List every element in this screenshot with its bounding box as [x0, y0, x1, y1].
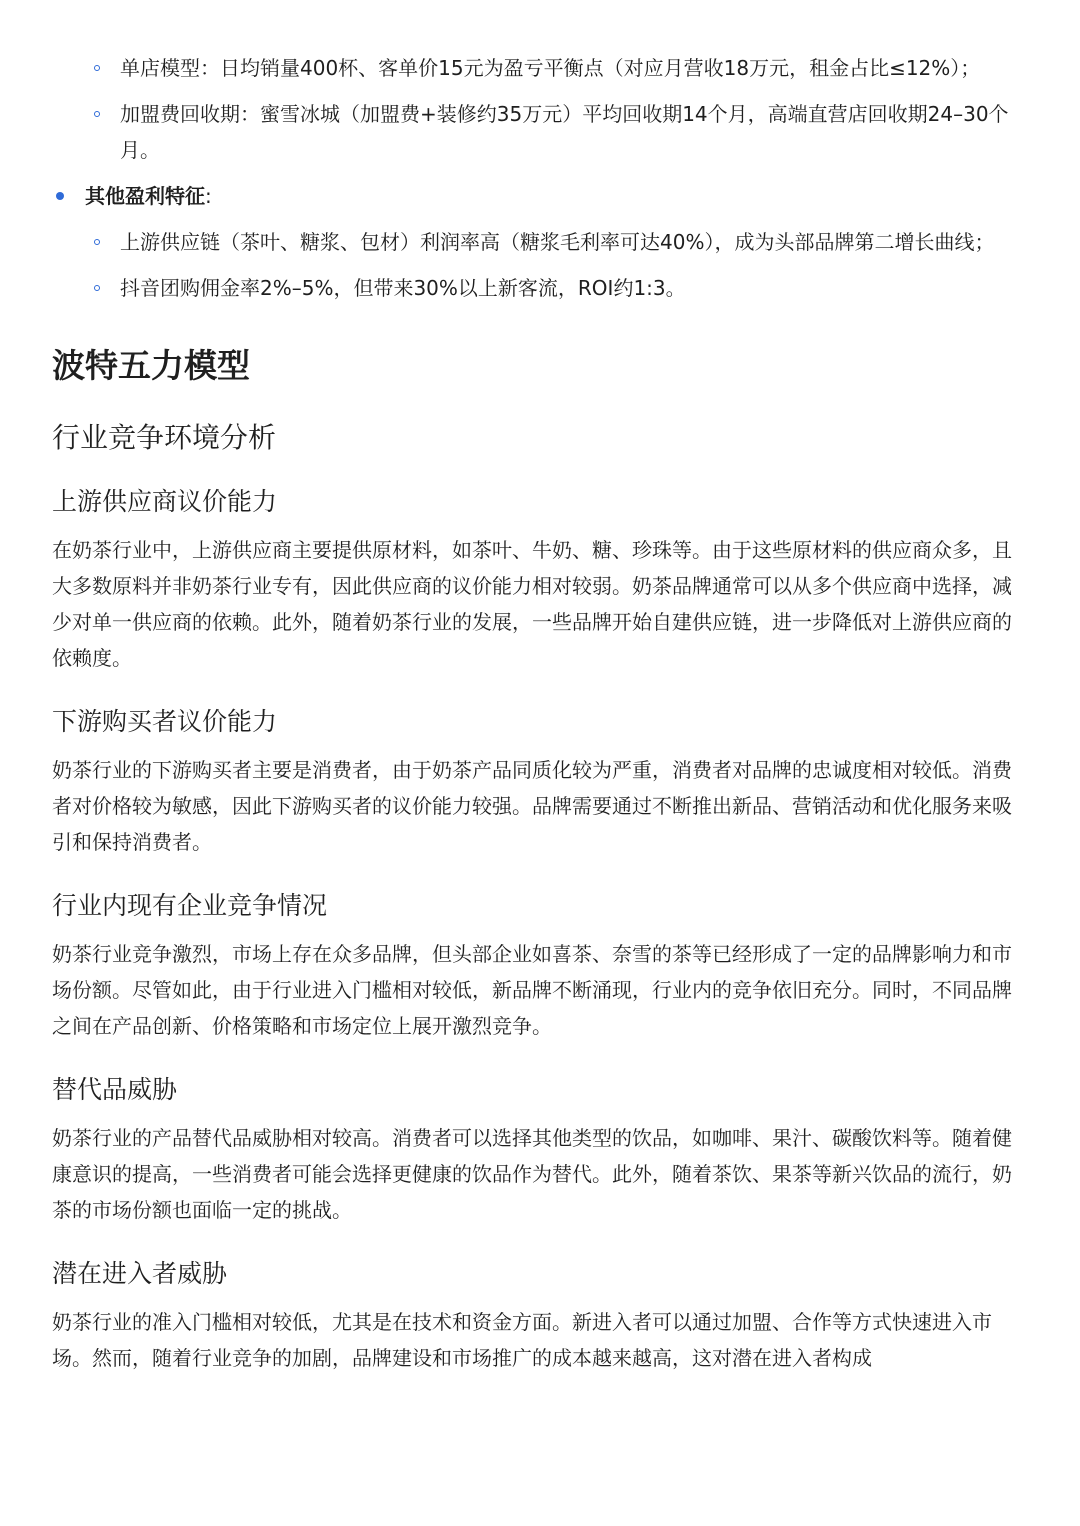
section-heading-rivalry: 行业内现有企业竞争情况 — [52, 891, 328, 920]
list-item: 抖音团购佣金率2%–5%，但带来30%以上新客流，ROI约1:3。 — [120, 270, 1028, 306]
section-heading-new-entrants: 潜在进入者威胁 — [52, 1259, 228, 1288]
other-profit-bullet — [52, 178, 1028, 214]
section-body-substitutes: 奶茶行业的产品替代品威胁相对较高。消费者可以选择其他类型的饮品，如咖啡、果汁、碳酸饮料等。随着健康意识的提高，一些消费者可能会选择更健康的饮品作为替代。此外，随着茶饮、果茶等新兴饮品的流行，奶茶的市场份额也面临一定的挑战。 — [52, 1126, 1012, 1222]
list-item: 上游供应链（茶叶、糖浆、包材）利润率高（糖浆毛利率可达40%），成为头部品牌第二增长曲线； — [120, 224, 1028, 260]
other-profit-colon: : — [205, 184, 212, 208]
section-body-buyers: 奶茶行业的下游购买者主要是消费者，由于奶茶产品同质化较为严重，消费者对品牌的忠诚度相对较低。消费者对价格较为敏感，因此下游购买者的议价能力较强。品牌需要通过不断推出新品、营销活动和优化服务来吸引和保持消费者。 — [52, 758, 1012, 854]
other-profit-label: 其他盈利特征 — [85, 184, 205, 208]
list-item: 单店模型：日均销量400杯、客单价15元为盈亏平衡点（对应月营收18万元，租金占比≤12%）； — [120, 50, 1028, 86]
section-subtitle: 行业竞争环境分析 — [52, 421, 277, 454]
section-heading-buyers: 下游购买者议价能力 — [52, 707, 278, 736]
bullet-dot-icon — [56, 192, 64, 200]
section-heading-suppliers: 上游供应商议价能力 — [52, 487, 278, 516]
section-body-rivalry: 奶茶行业竞争激烈，市场上存在众多品牌，但头部企业如喜茶、奈雪的茶等已经形成了一定的品牌影响力和市场份额。尽管如此，由于行业进入门槛相对较低，新品牌不断涌现，行业内的竞争依旧充分。同时，不同品牌之间在产品创新、价格策略和市场定位上展开激烈竞争。 — [52, 942, 1012, 1038]
page-title: 波特五力模型 — [52, 346, 250, 385]
section-body-new-entrants: 奶茶行业的准入门槛相对较低，尤其是在技术和资金方面。新进入者可以通过加盟、合作等方式快速进入市场。然而，随着行业竞争的加剧，品牌建设和市场推广的成本越来越高，这对潜在进入者构成 — [52, 1310, 992, 1370]
list-item: 加盟费回收期：蜜雪冰城（加盟费+装修约35万元）平均回收期14个月，高端直营店回收期24–30个月。 — [120, 96, 1028, 168]
profit-sub-list-b — [52, 224, 1028, 306]
profit-sub-list-a — [52, 0, 1028, 168]
section-body-suppliers: 在奶茶行业中，上游供应商主要提供原材料，如茶叶、牛奶、糖、珍珠等。由于这些原材料的供应商众多，且大多数原料并非奶茶行业专有，因此供应商的议价能力相对较弱。奶茶品牌通常可以从多个供应商中选择，减少对单一供应商的依赖。此外，随着奶茶行业的发展，一些品牌开始自建供应链，进一步降低对上游供应商的依赖度。 — [52, 538, 1012, 670]
section-heading-substitutes: 替代品威胁 — [52, 1075, 178, 1104]
